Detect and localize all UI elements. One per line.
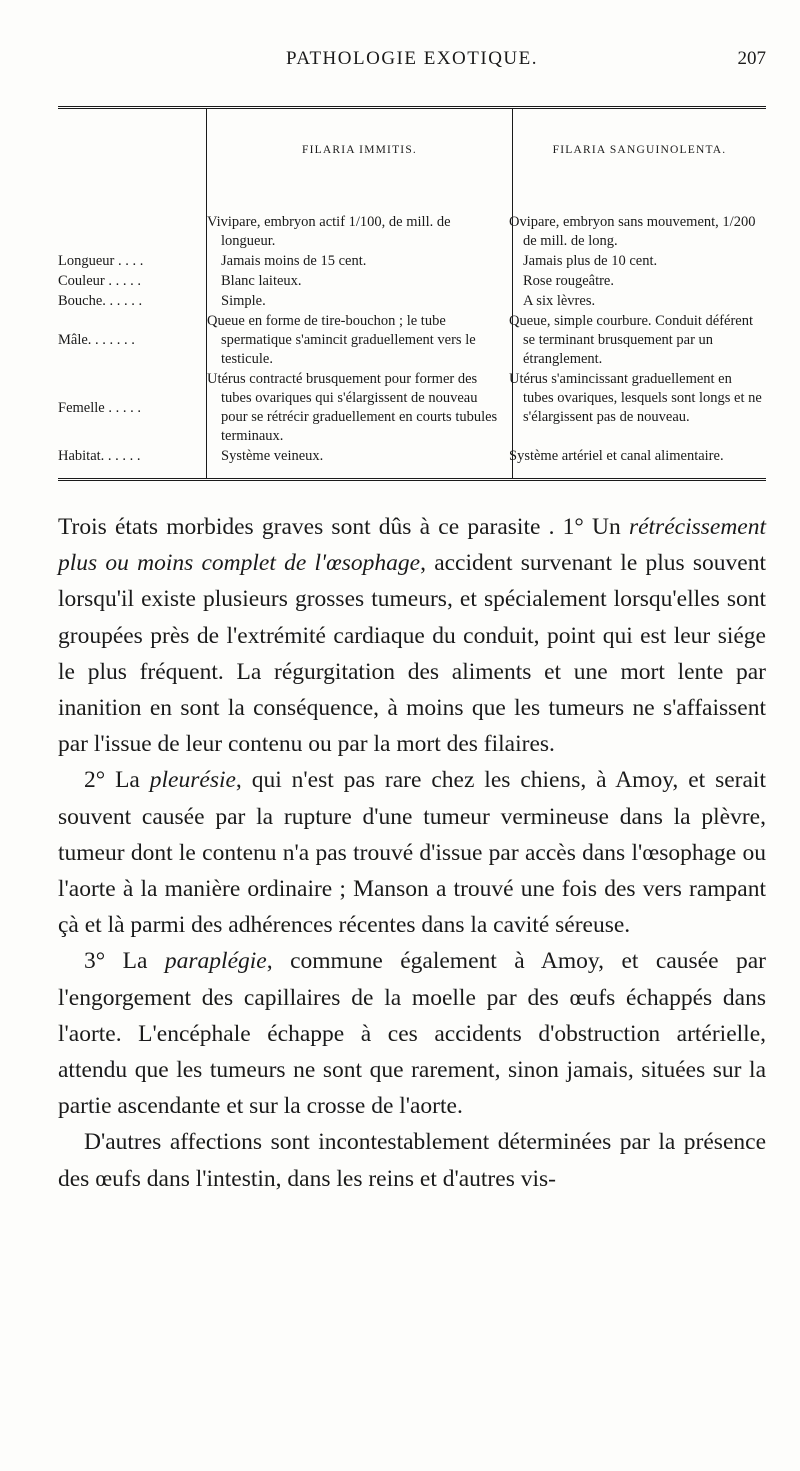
cell-sanguinolenta: Jamais plus de 10 cent. xyxy=(513,252,767,272)
text-run: Trois états morbides graves sont dûs à ce parasite . 1° Un xyxy=(58,514,629,540)
table-row xyxy=(58,252,766,272)
cell-immitis: Blanc laiteux. xyxy=(207,272,513,292)
column-header-filaria-immitis: FILARIA IMMITIS. xyxy=(207,109,513,191)
row-label: Bouche. . . . . . xyxy=(58,293,143,309)
cell-sanguinolenta: Queue, simple courbure. Conduit déférent se terminant brusquement par un étranglement. xyxy=(513,312,767,370)
table-header-row xyxy=(58,109,766,191)
column-header-filaria-sanguinolenta: FILARIA SANGUINOLENTA. xyxy=(513,109,767,191)
cell-immitis: Simple. xyxy=(207,292,513,312)
italic-term: paraplégie xyxy=(164,948,267,975)
cell-immitis: Jamais moins de 15 cent. xyxy=(207,252,513,272)
cell-sanguinolenta: Rose rougeâtre. xyxy=(513,272,767,292)
cell-sanguinolenta: Utérus s'amincissant graduellement en tubes ovariques, lesquels sont longs et ne s'élargissent pas de nouveau. xyxy=(513,370,767,447)
table-row xyxy=(58,312,766,370)
italic-term: pleurésie xyxy=(149,767,236,794)
table-row xyxy=(58,370,766,447)
paragraph xyxy=(58,509,766,762)
row-label: Femelle . . . . . xyxy=(58,399,141,416)
text-run: 3° La xyxy=(84,948,165,975)
cell-sanguinolenta: Système artériel et canal alimentaire. xyxy=(513,447,767,478)
row-label xyxy=(58,191,207,252)
running-title: PATHOLOGIE EXOTIQUE. xyxy=(286,48,538,69)
text-run: , qui n'est pas rare chez les chiens, à Amoy, et serait souvent causée par la rupture d'une tumeur vermineuse dans la plèvre, tumeur dont le contenu n'a pas trouvé d'issue par accès dans l'œsophage ou l'aorte à la manière ordinaire ; Manson a trouvé une fois des vers rampant çà et là parmi des adhérences récentes dans la cavité séreuse. xyxy=(58,767,766,939)
table-row xyxy=(58,447,766,478)
table-row xyxy=(58,272,766,292)
cell-immitis: Système veineux. xyxy=(207,447,513,478)
running-head xyxy=(58,48,766,78)
row-label: Mâle. . . . . . . xyxy=(58,332,135,348)
page-number: 207 xyxy=(737,48,766,69)
cell-immitis: Utérus contracté brusquement pour former des tubes ovariques qui s'élargissent de nouveau pour se rétrécir graduellement en courts tubules terminaux. xyxy=(207,370,513,447)
cell-sanguinolenta: A six lèvres. xyxy=(513,292,767,312)
table-row xyxy=(58,191,766,252)
cell-sanguinolenta: Ovipare, embryon sans mouvement, 1/200 de mill. de long. xyxy=(513,191,767,252)
text-run: D'autres affections sont incontestablement déterminées par la présence des œufs dans l'intestin, dans les reins et d'autres vis- xyxy=(58,1129,766,1192)
cell-immitis: Queue en forme de tire-bouchon ; le tube spermatique s'amincit graduellement vers le testicule. xyxy=(207,312,513,370)
paragraph xyxy=(58,1124,766,1196)
text-run: , accident survenant le plus souvent lorsqu'il existe plusieurs grosses tumeurs, et spécialement lorsqu'elles sont groupées près de l'extrémité cardiaque du conduit, point qui est leur siége le plus fréquent. La régurgitation des aliments et une mort lente par inanition en sont la conséquence, à moins que les tumeurs ne s'affaissent par l'issue de leur contenu ou par la mort des filaires. xyxy=(58,550,766,758)
book-page xyxy=(58,48,766,1197)
italic-term: rétrécissement plus ou moins complet de l'œsophage xyxy=(58,514,766,577)
text-run: 2° La xyxy=(84,767,150,794)
paragraph xyxy=(58,762,766,943)
body-text xyxy=(58,509,766,1197)
row-label: Habitat. . . . . . xyxy=(58,448,141,464)
paragraph xyxy=(58,943,766,1124)
row-label: Couleur . . . . . xyxy=(58,273,141,289)
column-header-empty xyxy=(58,109,207,191)
table-row xyxy=(58,292,766,312)
text-run: , commune également à Amoy, et causée par l'engorgement des capillaires de la moelle par des œufs échappés dans l'aorte. L'encéphale échappe à ces accidents d'obstruction artérielle, attendu que les tumeurs ne sont que rarement, sinon jamais, situées sur la partie ascendante et sur la crosse de l'aorte. xyxy=(58,948,767,1120)
cell-immitis: Vivipare, embryon actif 1/100, de mill. de longueur. xyxy=(207,191,513,252)
row-label: Longueur . . . . xyxy=(58,253,144,269)
comparison-table xyxy=(58,106,766,481)
